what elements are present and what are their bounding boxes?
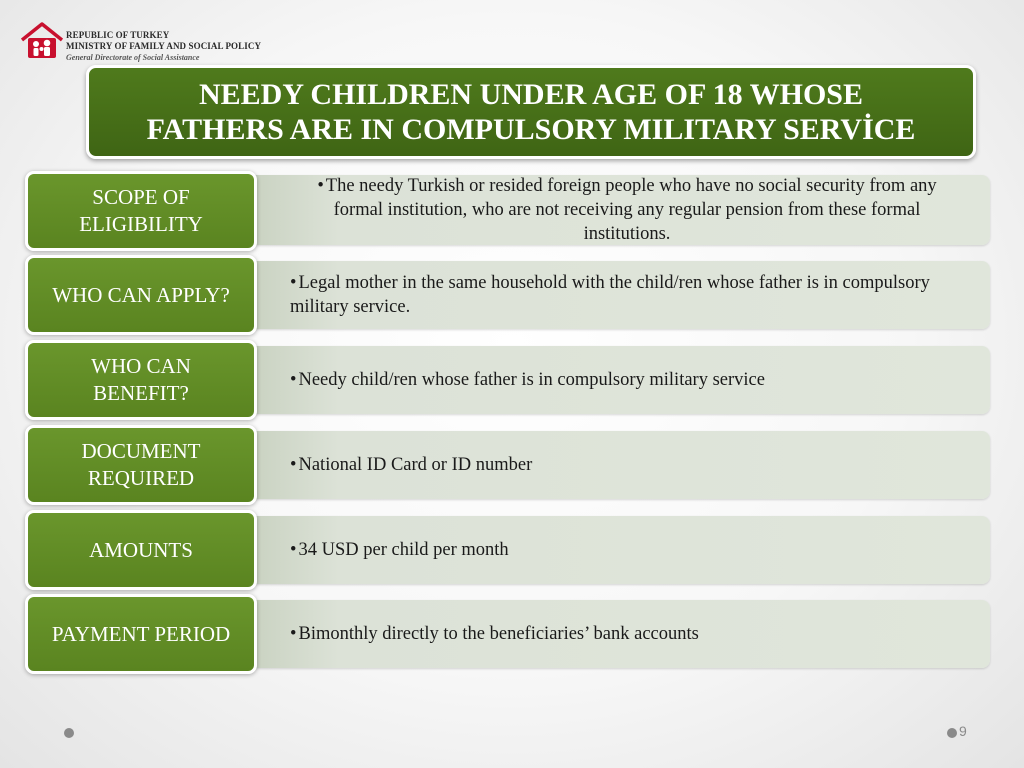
row-label-box (25, 171, 257, 251)
info-row-document-required (25, 425, 990, 505)
page-number: 9 (959, 723, 967, 739)
info-row-who-can-benefit (25, 340, 990, 420)
org-ministry: MINISTRY OF FAMILY AND SOCIAL POLICY (66, 41, 262, 51)
row-content-text: 34 USD per child per month (298, 540, 509, 560)
organization-header (66, 30, 261, 63)
row-content-box (250, 431, 990, 499)
info-row-scope (25, 171, 990, 251)
decorative-dot-icon (64, 728, 74, 738)
row-content-text: The needy Turkish or resided foreign people who have no social security from any formal institution, who are not receiving any regular pension from these formal institutions. (325, 176, 937, 244)
row-label-box (25, 255, 257, 335)
row-content-box (250, 261, 990, 329)
bullet-icon: • (290, 370, 297, 390)
row-label (81, 537, 201, 564)
row-label-line1: DOCUMENT (81, 439, 201, 463)
row-content (290, 368, 960, 392)
row-label-box (25, 594, 257, 674)
row-content-box (250, 516, 990, 584)
row-content-box (250, 346, 990, 414)
info-row-who-can-apply (25, 255, 990, 335)
row-content-text: Needy child/ren whose father is in compulsory military service (298, 370, 765, 390)
bullet-icon: • (290, 273, 297, 293)
row-content (290, 538, 960, 562)
info-row-payment-period (25, 594, 990, 674)
ministry-family-logo-icon (20, 22, 64, 60)
bullet-icon: • (290, 624, 297, 644)
row-label-line1: PAYMENT PERIOD (51, 621, 231, 646)
slide-title-line1: NEEDY CHILDREN UNDER AGE OF 18 WHOSE (199, 78, 863, 111)
row-content (290, 622, 960, 646)
slide-title-line2: FATHERS ARE IN COMPULSORY MILITARY SERVİCE (146, 113, 916, 146)
row-label-line1: AMOUNTS (89, 537, 193, 562)
row-label (71, 184, 211, 238)
row-label-line1: SCOPE OF (92, 185, 190, 209)
row-content (290, 271, 960, 319)
decorative-dot-icon (947, 728, 957, 738)
row-label-box (25, 425, 257, 505)
row-label-box (25, 510, 257, 590)
info-row-amounts (25, 510, 990, 590)
row-content-text: Legal mother in the same household with the child/ren whose father is in compulsory military service. (290, 273, 930, 317)
row-label-line2: REQUIRED (87, 466, 195, 490)
bullet-icon: • (317, 176, 324, 196)
org-country: REPUBLIC OF TURKEY (66, 30, 170, 40)
row-label (74, 438, 209, 492)
row-label (44, 621, 238, 648)
org-directorate: General Directorate of Social Assistance (66, 53, 200, 62)
slide-title (147, 77, 916, 147)
slide-title-box (86, 65, 976, 159)
row-content-text: National ID Card or ID number (298, 455, 533, 475)
row-content-box (250, 175, 990, 245)
row-label-line1: WHO CAN (91, 354, 191, 378)
row-content (290, 453, 960, 477)
row-content-box (250, 600, 990, 668)
row-content (294, 174, 960, 246)
row-label-line1: WHO CAN APPLY? (52, 282, 230, 307)
row-label (83, 353, 199, 407)
row-label-line2: BENEFIT? (93, 381, 189, 405)
row-label (44, 282, 238, 309)
bullet-icon: • (290, 540, 297, 560)
row-label-line2: ELIGIBILITY (79, 212, 203, 236)
row-label-box (25, 340, 257, 420)
row-content-text: Bimonthly directly to the beneficiaries’ bank accounts (298, 624, 699, 644)
bullet-icon: • (290, 455, 297, 475)
